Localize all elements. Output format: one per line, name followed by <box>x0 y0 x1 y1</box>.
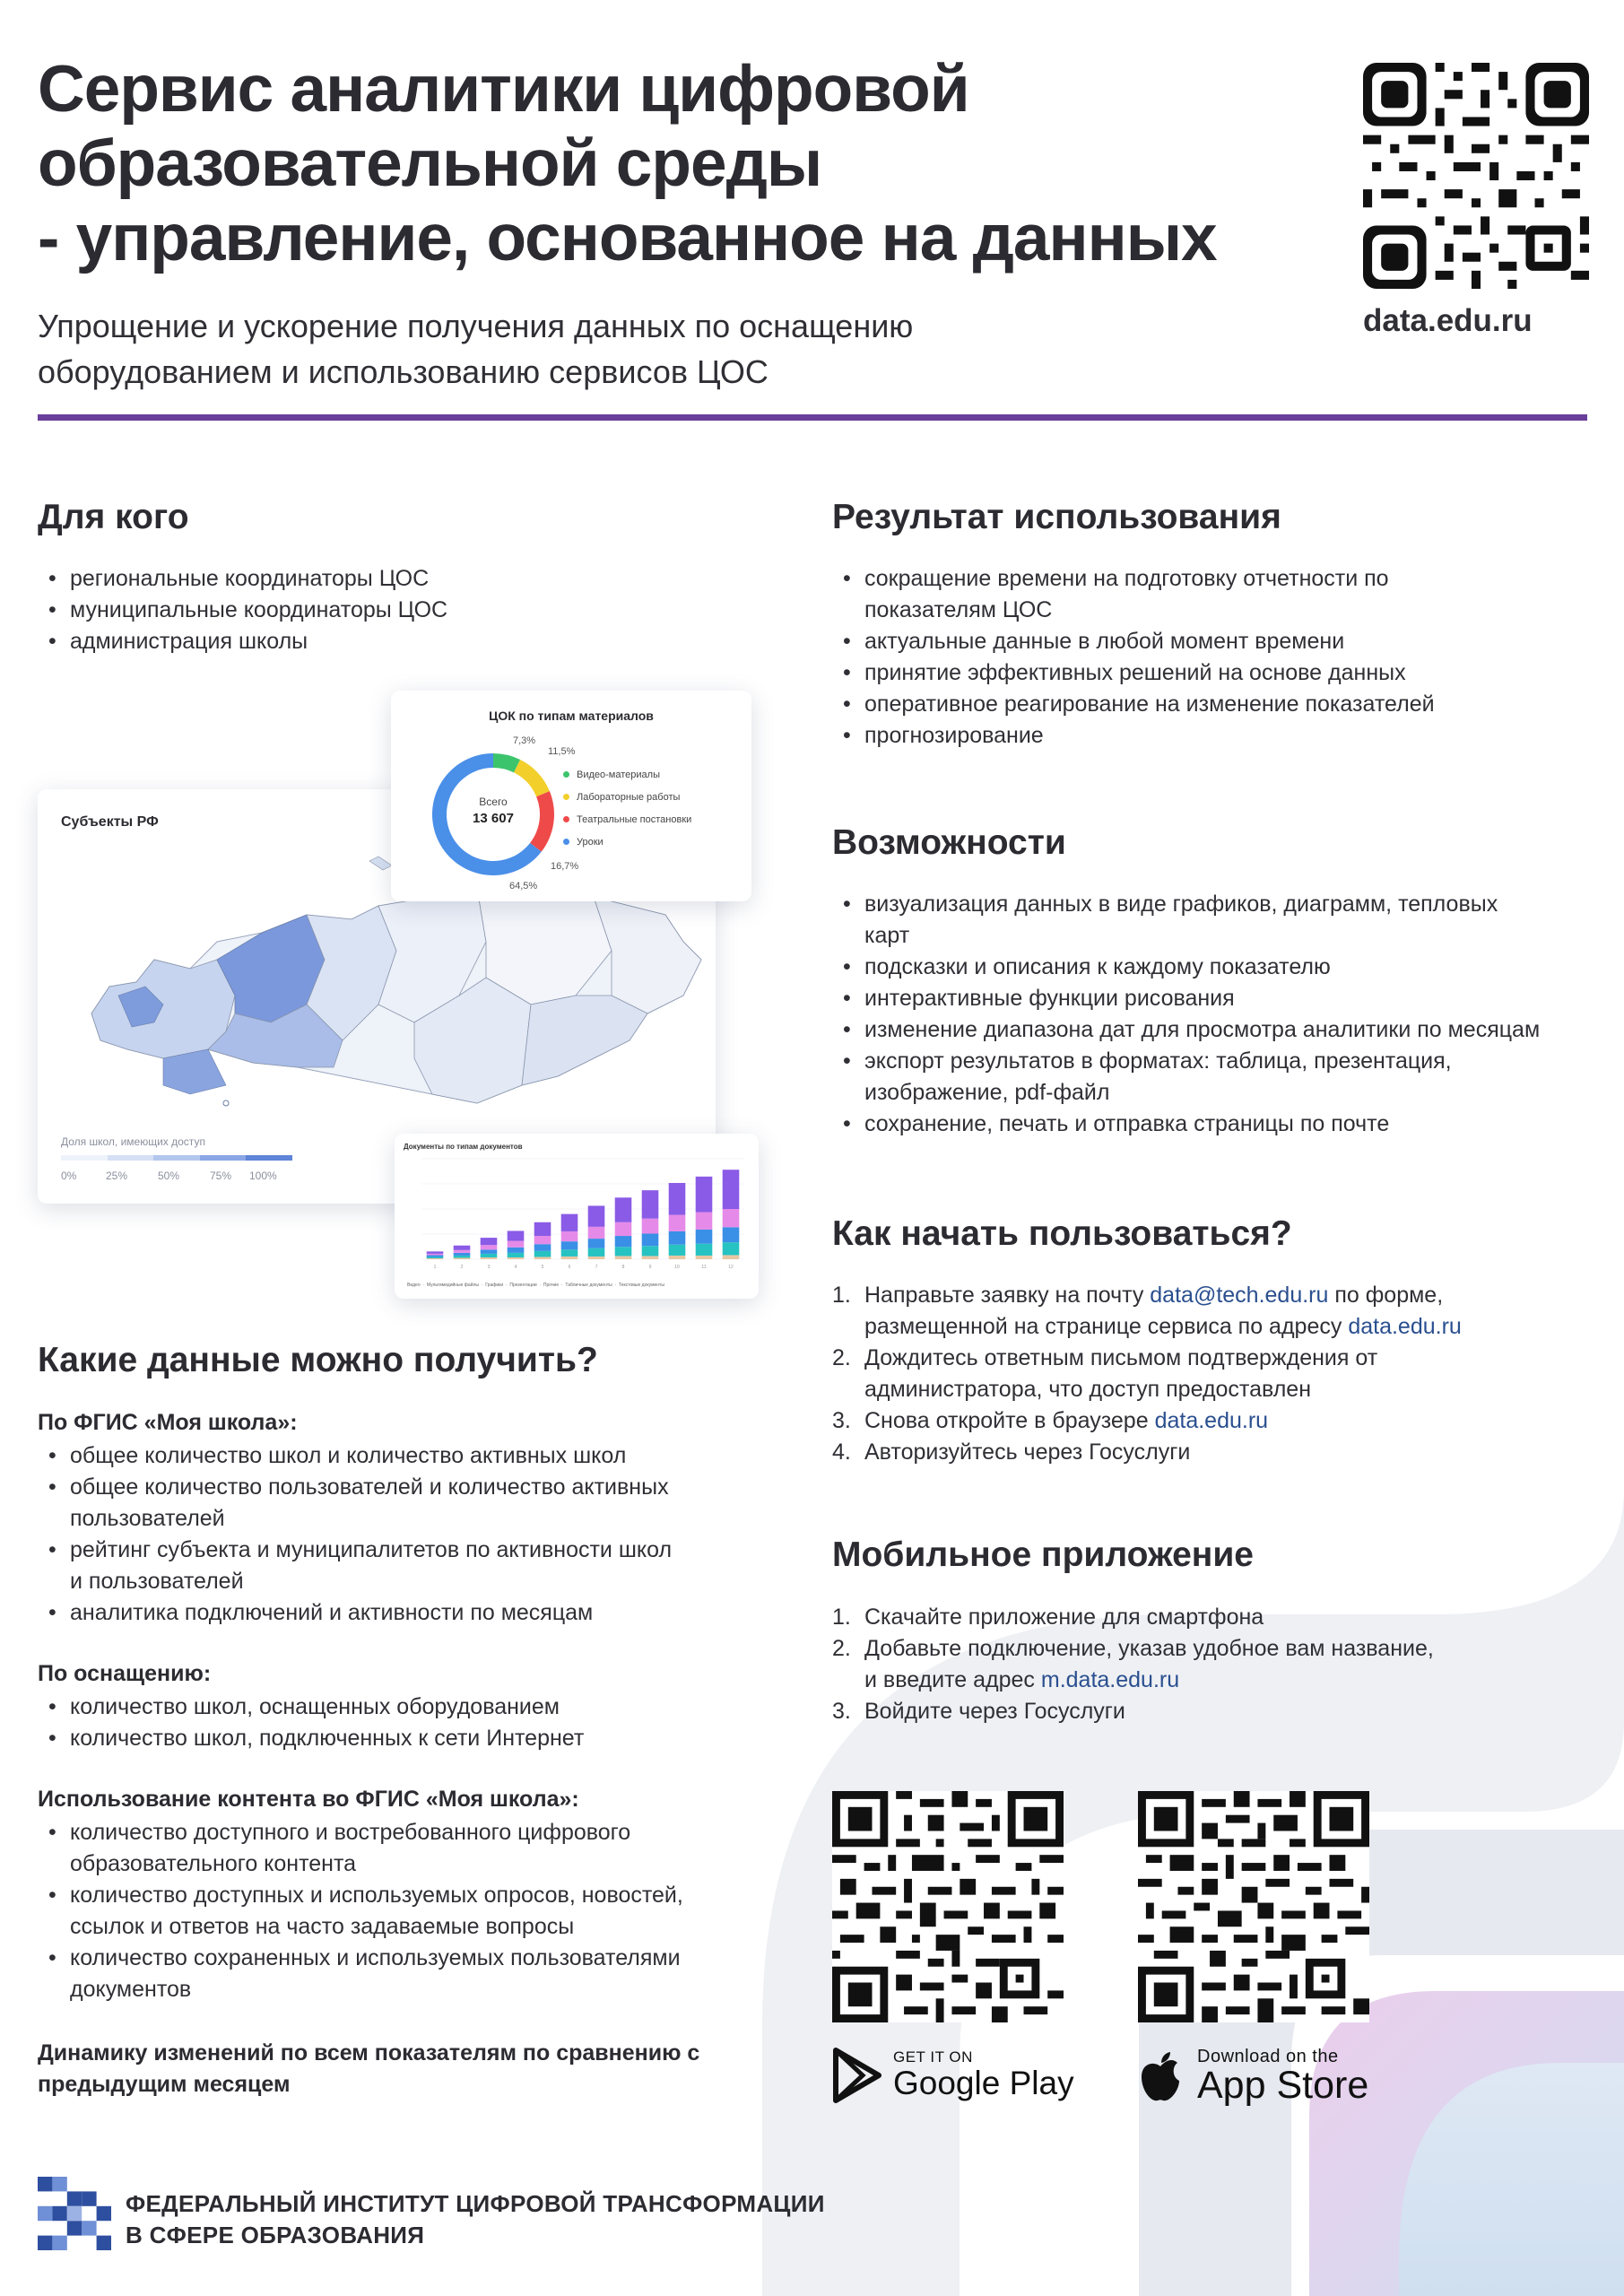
how-to-start-heading: Как начать пользоваться? <box>832 1214 1292 1253</box>
x-tick-label: 10 <box>674 1265 680 1270</box>
slice-label: 7,3% <box>513 735 536 746</box>
bar-segment[interactable] <box>615 1222 632 1236</box>
for-whom-heading: Для кого <box>38 498 189 536</box>
map-title: Субъекты РФ <box>61 814 159 830</box>
bar-segment[interactable] <box>427 1251 444 1254</box>
google-play-qr-icon[interactable] <box>832 1791 1064 2022</box>
bar-legend: Видео · Мультимедийные файлы · Графики · Презентации · Прочие · Табличные документы · Текстовые документы <box>407 1283 664 1288</box>
divider <box>38 414 1587 421</box>
map-legend-scale <box>61 1155 292 1161</box>
bar-segment[interactable] <box>723 1227 740 1242</box>
step-item: 1. Направьте заявку на почту data@tech.edu.ru по форме, размещенной на странице сервиса по адресу data.edu.ru <box>832 1283 1462 1339</box>
x-tick-label: 11 <box>701 1265 707 1270</box>
bar-segment[interactable] <box>642 1246 659 1256</box>
legend-tick: 0% <box>61 1170 77 1182</box>
bar-segment[interactable] <box>696 1256 713 1259</box>
email-link[interactable]: data@tech.edu.ru <box>1150 1283 1329 1308</box>
bar-segment[interactable] <box>723 1209 740 1227</box>
list-item: • аналитика подключений и активности по месяцам <box>38 1597 755 1629</box>
qr-code-icon[interactable] <box>1363 63 1589 289</box>
bar-segment[interactable] <box>615 1236 632 1247</box>
bar-segment[interactable] <box>588 1205 605 1226</box>
bar-segment[interactable] <box>534 1257 551 1259</box>
legend-item: Уроки <box>563 831 691 854</box>
institute-name: ФЕДЕРАЛЬНЫЙ ИНСТИТУТ ЦИФРОВОЙ ТРАНСФОРМАЦИИ В СФЕРЕ ОБРАЗОВАНИЯ <box>126 2190 825 2248</box>
list-item: • экспорт результатов в форматах: таблица, презентация, изображение, pdf-файл <box>832 1046 1603 1109</box>
map-legend-title: Доля школ, имеющих доступ <box>61 1135 205 1148</box>
results-list <box>832 563 1603 752</box>
list-item: • общее количество пользователей и количество активных пользователей <box>38 1472 755 1535</box>
bar-segment[interactable] <box>669 1245 686 1256</box>
list-item: • визуализация данных в виде графиков, диаграмм, тепловых карт <box>832 889 1603 952</box>
bar-chart[interactable] <box>404 1153 753 1279</box>
step-item: 2. Дождитесь ответным письмом подтверждения от администратора, что доступ предоставлен <box>832 1345 1378 1402</box>
bar-segment[interactable] <box>508 1253 525 1257</box>
donut-legend <box>563 764 691 854</box>
results-heading: Результат использования <box>832 498 1281 536</box>
bar-segment[interactable] <box>481 1249 498 1254</box>
group-title: По ФГИС «Моя школа»: <box>38 1410 298 1435</box>
legend-tick: 100% <box>249 1170 277 1182</box>
x-tick-label: 2 <box>460 1265 464 1270</box>
legend-item: Театральные постановки <box>563 809 691 831</box>
list-item: • рейтинг субъекта и муниципалитетов по активности школ и пользователей <box>38 1535 755 1597</box>
slice-label: 16,7% <box>551 861 579 872</box>
donut-slice-4[interactable] <box>530 791 554 852</box>
bar-segment[interactable] <box>508 1257 525 1259</box>
bar-segment[interactable] <box>534 1236 551 1244</box>
bar-segment[interactable] <box>669 1231 686 1245</box>
donut-center-label: Всего <box>479 796 508 808</box>
donut-center-value: 13 607 <box>473 811 514 826</box>
bar-segment[interactable] <box>508 1241 525 1248</box>
list-item: • сокращение времени на подготовку отчетности по показателям ЦОС <box>832 563 1603 626</box>
institute-logo-icon <box>38 2177 111 2250</box>
bar-segment[interactable] <box>481 1245 498 1249</box>
site-link[interactable]: data.edu.ru <box>1154 1408 1269 1433</box>
bar-card <box>395 1134 759 1299</box>
list-item: • количество доступных и используемых опросов, новостей, ссылок и ответов на часто задаваемые вопросы <box>38 1880 773 1943</box>
x-tick-label: 3 <box>487 1265 491 1270</box>
list-item: • интерактивные функции рисования <box>832 983 1603 1014</box>
mobile-site-link[interactable]: m.data.edu.ru <box>1040 1667 1180 1692</box>
bar-segment[interactable] <box>561 1214 578 1231</box>
x-tick-label: 12 <box>728 1265 734 1270</box>
google-play-badge[interactable]: GET IT ON Google Play <box>832 2048 1074 2103</box>
list-item: • сохранение, печать и отправка страницы по почте <box>832 1109 1603 1140</box>
list-item: • количество школ, оснащенных оборудованием <box>38 1692 755 1723</box>
bar-segment[interactable] <box>642 1219 659 1234</box>
x-tick-label: 7 <box>595 1265 598 1270</box>
list-item: • изменение диапазона дат для просмотра аналитики по месяцам <box>832 1014 1603 1046</box>
legend-tick: 25% <box>106 1170 128 1182</box>
mobile-heading: Мобильное приложение <box>832 1535 1254 1574</box>
bar-segment[interactable] <box>534 1251 551 1257</box>
bar-segment[interactable] <box>481 1254 498 1257</box>
bar-segment[interactable] <box>642 1233 659 1246</box>
donut-title: ЦОК по типам материалов <box>489 709 654 723</box>
data-list <box>38 1440 755 1629</box>
bar-segment[interactable] <box>534 1244 551 1251</box>
bar-segment[interactable] <box>454 1256 471 1258</box>
list-item: • актуальные данные в любой момент времени <box>832 626 1603 657</box>
legend-item: Лабораторные работы <box>563 787 691 809</box>
page-title: Сервис аналитики цифровой образовательной среды - управление, основанное на данных <box>38 53 1217 274</box>
donut-slice-3[interactable] <box>514 760 550 796</box>
bar-segment[interactable] <box>534 1222 551 1236</box>
features-list <box>832 889 1603 1140</box>
step-item: 1. Скачайте приложение для смартфона <box>832 1605 1264 1630</box>
bar-segment[interactable] <box>696 1213 713 1230</box>
step-item: 3. Войдите через Госуслуги <box>832 1699 1125 1724</box>
step-item: 2. Добавьте подключение, указав удобное вам название, и введите адрес m.data.edu.ru <box>832 1636 1434 1692</box>
list-item: • количество сохраненных и используемых пользователями документов <box>38 1943 773 2005</box>
group-title: По оснащению: <box>38 1661 212 1686</box>
page-subtitle: Упрощение и ускорение получения данных по оснащению оборудованием и использованию сервисов ЦОС <box>38 308 914 390</box>
bar-segment[interactable] <box>427 1255 444 1257</box>
bar-segment[interactable] <box>561 1257 578 1259</box>
bar-segment[interactable] <box>454 1253 471 1256</box>
bar-segment[interactable] <box>615 1197 632 1222</box>
x-tick-label: 4 <box>514 1265 517 1270</box>
x-tick-label: 1 <box>433 1265 437 1270</box>
legend-item: Видео-материалы <box>563 764 691 787</box>
bar-segment[interactable] <box>669 1256 686 1259</box>
bar-segment[interactable] <box>481 1257 498 1259</box>
bar-segment[interactable] <box>508 1248 525 1253</box>
site-link[interactable]: data.edu.ru <box>1363 303 1533 338</box>
bar-segment[interactable] <box>454 1257 471 1259</box>
bar-segment[interactable] <box>427 1254 444 1256</box>
data-heading: Какие данные можно получить? <box>38 1341 598 1379</box>
bar-segment[interactable] <box>669 1215 686 1231</box>
for-whom-list <box>38 563 737 657</box>
bar-segment[interactable] <box>427 1258 444 1259</box>
bar-segment[interactable] <box>723 1242 740 1255</box>
list-item: • количество школ, подключенных к сети Интернет <box>38 1723 755 1754</box>
data-list <box>38 1692 755 1754</box>
bar-segment[interactable] <box>723 1255 740 1259</box>
slice-label: 64,5% <box>509 881 538 891</box>
list-item: • прогнозирование <box>832 720 1603 752</box>
donut-card <box>391 691 751 901</box>
list-item: • региональные координаторы ЦОС <box>38 563 737 595</box>
bar-segment[interactable] <box>642 1256 659 1259</box>
bar-segment[interactable] <box>696 1230 713 1244</box>
closing-note: Динамику изменений по всем показателям по сравнению с предыдущим месяцем <box>38 2040 700 2097</box>
bar-segment[interactable] <box>615 1247 632 1256</box>
bar-title: Документы по типам документов <box>404 1143 523 1151</box>
slice-label: 11,5% <box>548 746 576 757</box>
google-play-icon <box>832 2048 882 2103</box>
bar-segment[interactable] <box>588 1248 605 1257</box>
bar-segment[interactable] <box>561 1231 578 1241</box>
bar-segment[interactable] <box>615 1256 632 1259</box>
bar-segment[interactable] <box>642 1190 659 1219</box>
app-store-badge[interactable]: Download on the App Store <box>1138 2047 1368 2108</box>
bar-segment[interactable] <box>588 1239 605 1248</box>
how-to-start-steps <box>832 1280 1603 1468</box>
bar-segment[interactable] <box>454 1246 471 1250</box>
apple-icon <box>1138 2050 1183 2104</box>
bar-segment[interactable] <box>427 1257 444 1258</box>
list-item: • принятие эффективных решений на основе данных <box>832 657 1603 689</box>
x-tick-label: 8 <box>621 1265 625 1270</box>
list-item: • администрация школы <box>38 626 737 657</box>
bar-segment[interactable] <box>723 1170 740 1209</box>
group-title: Использование контента во ФГИС «Моя школа»: <box>38 1787 579 1812</box>
step-item: 4. Авторизуйтесь через Госуслуги <box>832 1439 1191 1465</box>
bar-segment[interactable] <box>561 1241 578 1249</box>
list-item: • муниципальные координаторы ЦОС <box>38 595 737 626</box>
bar-segment[interactable] <box>588 1257 605 1259</box>
bar-segment[interactable] <box>588 1227 605 1239</box>
bar-segment[interactable] <box>561 1249 578 1257</box>
list-item: • оперативное реагирование на изменение показателей <box>832 689 1603 720</box>
features-heading: Возможности <box>832 823 1066 862</box>
bar-segment[interactable] <box>481 1238 498 1245</box>
x-tick-label: 5 <box>541 1265 544 1270</box>
site-link[interactable]: data.edu.ru <box>1348 1314 1462 1339</box>
bar-segment[interactable] <box>696 1177 713 1213</box>
x-tick-label: 9 <box>648 1265 652 1270</box>
legend-tick: 50% <box>158 1170 180 1182</box>
bar-segment[interactable] <box>508 1231 525 1240</box>
bar-segment[interactable] <box>696 1244 713 1256</box>
step-item: 3. Снова откройте в браузере data.edu.ru <box>832 1408 1269 1433</box>
mobile-steps <box>832 1602 1603 1727</box>
list-item: • количество доступного и востребованного цифрового образовательного контента <box>38 1817 773 1880</box>
bar-segment[interactable] <box>669 1183 686 1215</box>
legend-tick: 75% <box>210 1170 232 1182</box>
list-item: • подсказки и описания к каждому показателю <box>832 952 1603 983</box>
bar-segment[interactable] <box>454 1250 471 1253</box>
app-store-qr-icon[interactable] <box>1138 1791 1369 2022</box>
data-list <box>38 1817 773 2005</box>
x-tick-label: 6 <box>568 1265 571 1270</box>
list-item: • общее количество школ и количество активных школ <box>38 1440 755 1472</box>
